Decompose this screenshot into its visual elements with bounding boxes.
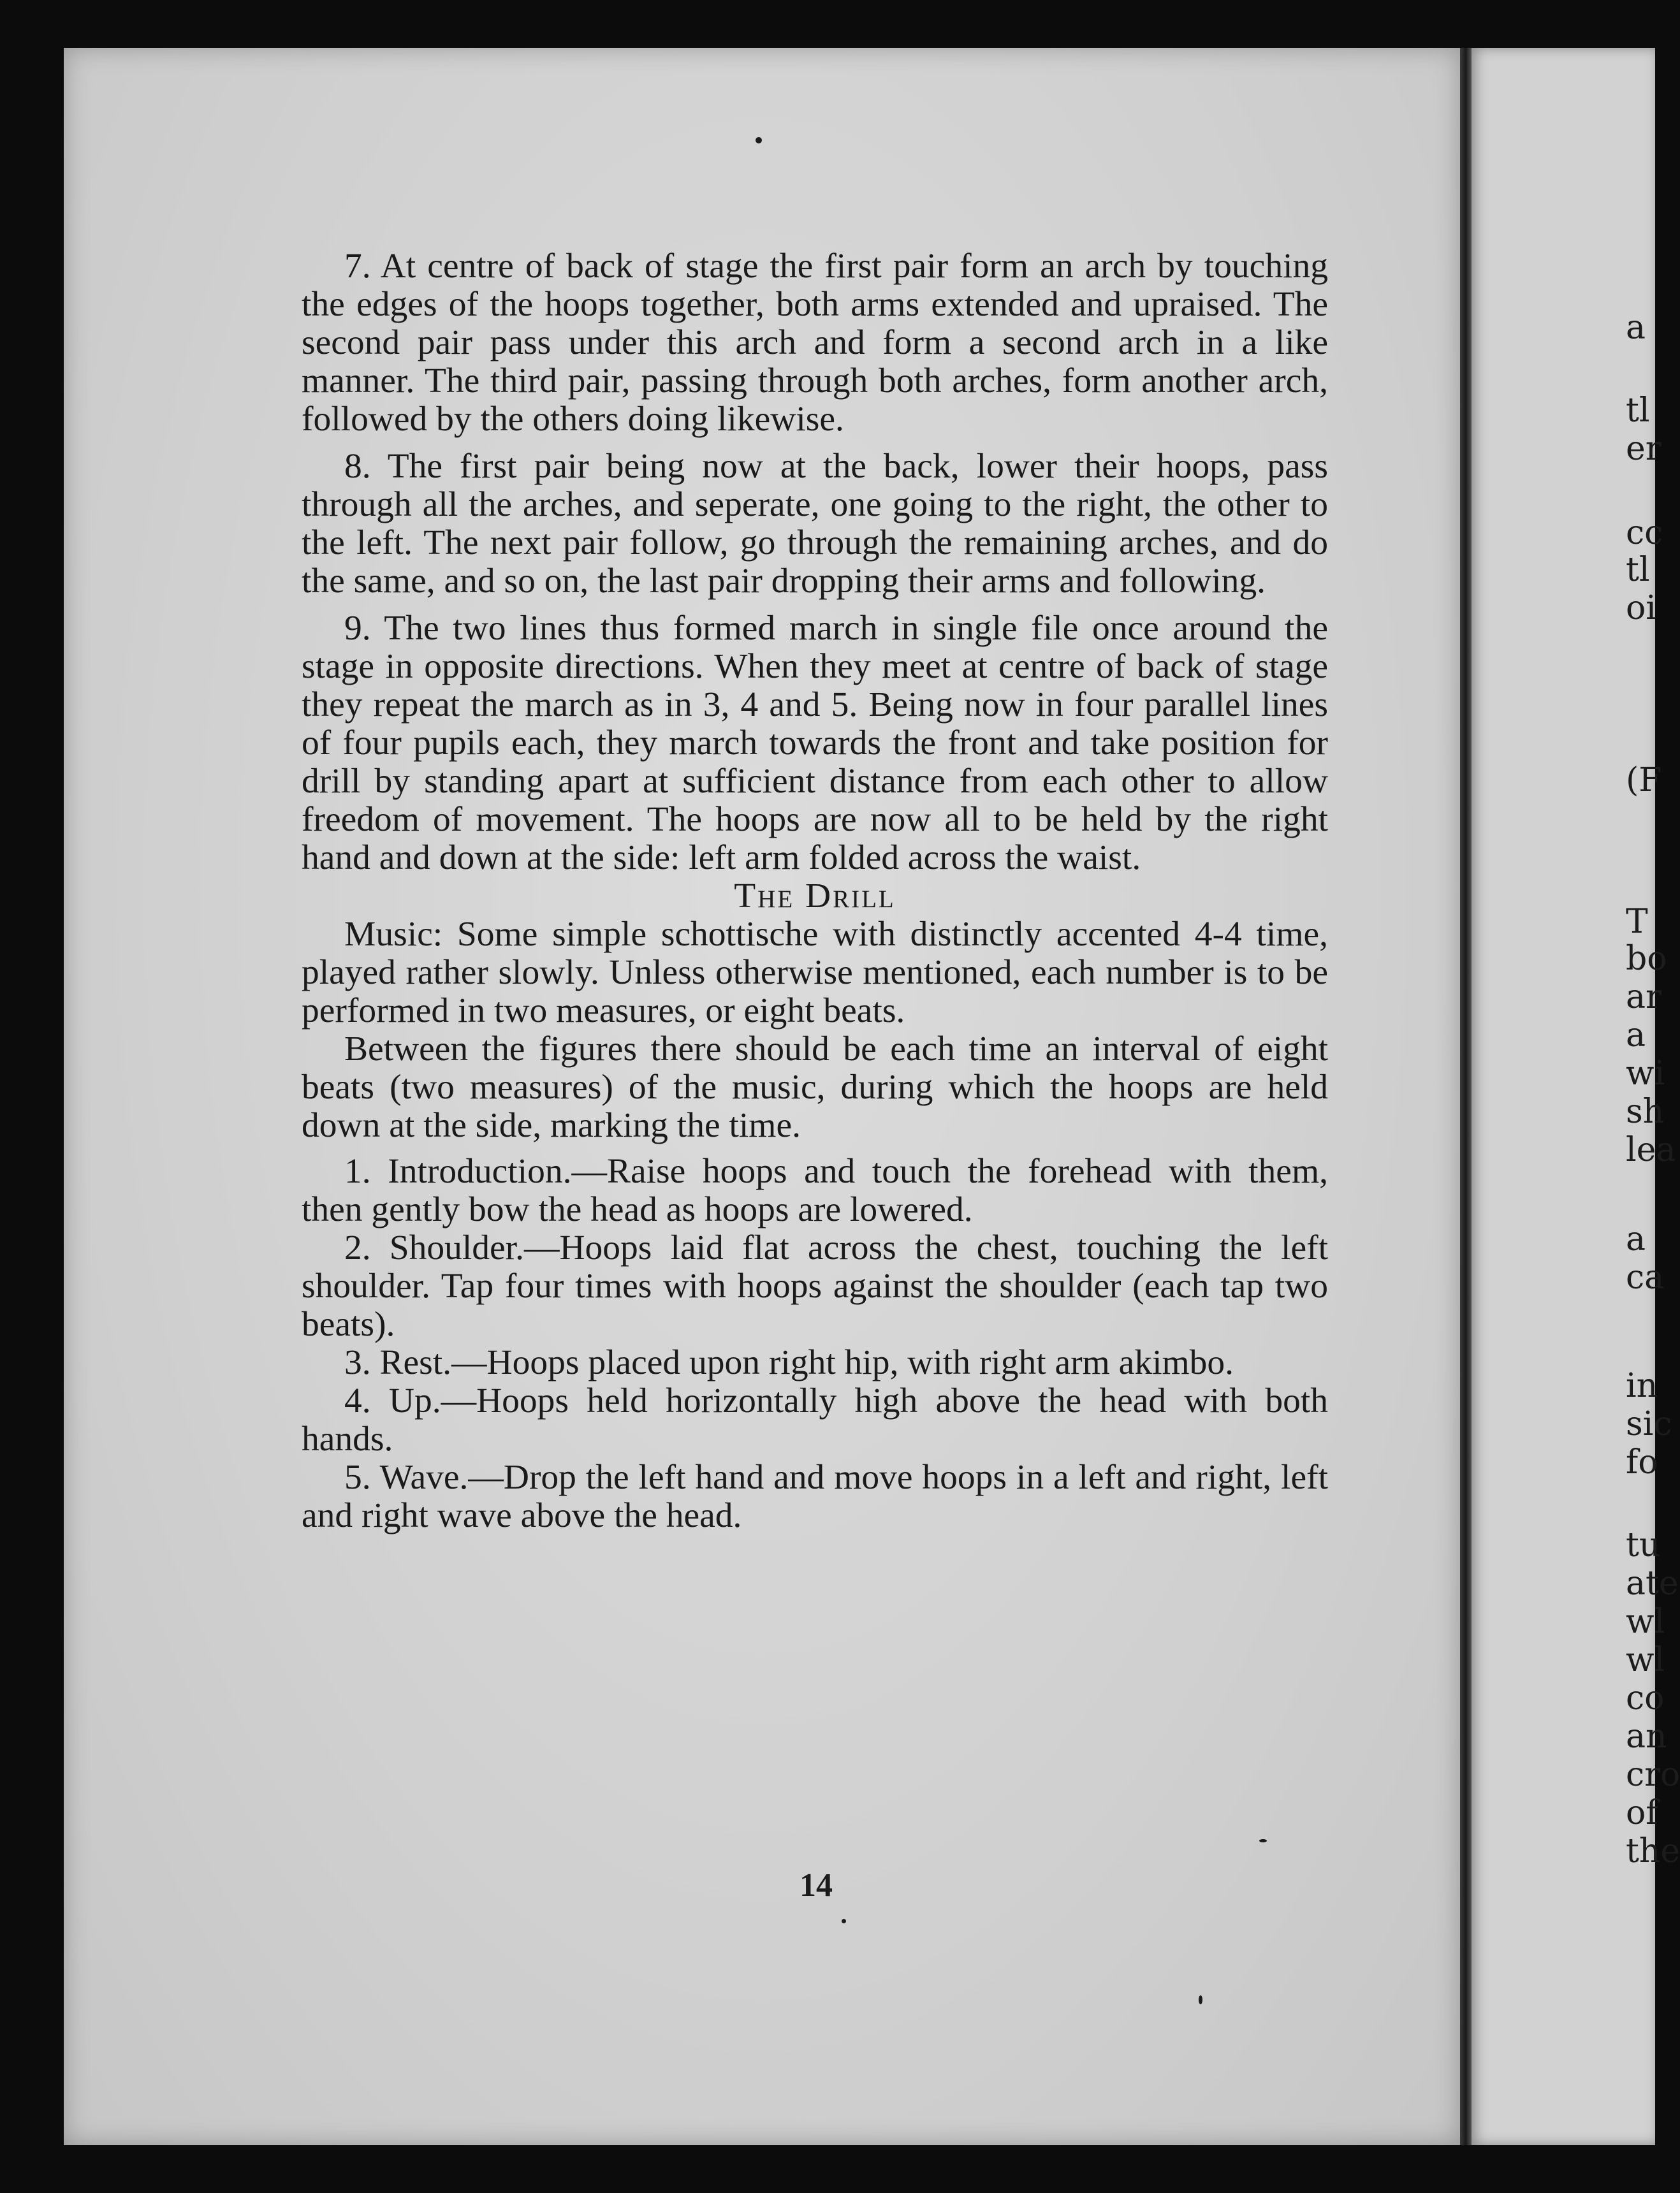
drill-item-rest: 3. Rest.—Hoops placed upon right hip, with right arm akimbo. [344, 1343, 1234, 1382]
page-gutter [1460, 48, 1472, 2145]
scan-speck [842, 1919, 846, 1923]
interval-paragraph: Between the figures there should be each time an interval of eight beats (two measures) of the music, during which the hoops are held down at the side, marking the time. [302, 1030, 1328, 1145]
next-page-fragment: cro [1626, 1756, 1680, 1794]
next-page-fragment: tl [1626, 391, 1650, 430]
next-page-fragment: T [1626, 903, 1648, 941]
next-page-fragment: ar [1626, 978, 1662, 1016]
next-page-fragment: ate [1626, 1564, 1679, 1603]
next-page-fragment: wl [1626, 1641, 1665, 1679]
drill-item-wave: 5. Wave.—Drop the left hand and move hoops in a left and right, left and right wave above the head. [302, 1458, 1328, 1535]
next-page-fragment: a [1626, 1220, 1646, 1258]
paragraph-9: 9. The two lines thus formed march in single file once around the stage in opposite directions. When they meet at centre of back of stage they repeat the march as in 3, 4 and 5. Being now in four parallel lines of four pupils each, they march towards the front and take position for drill by standing apart at sufficient distance from each other to allow freedom of movement. The hoops are now all to be held by the right hand and down at the side: left arm folded across the waist. [302, 609, 1328, 877]
next-page-fragment: tl [1626, 551, 1650, 589]
next-page-fragment: wi [1626, 1054, 1665, 1093]
next-page-fragment: a [1626, 309, 1646, 347]
next-page-fragment: ca [1626, 1258, 1665, 1297]
next-page-fragment: tu [1626, 1526, 1661, 1564]
next-page-fragment: cc [1626, 514, 1663, 552]
next-page-fragment: (F [1626, 761, 1662, 799]
next-page-fragment: the [1626, 1832, 1680, 1870]
scan-speck [1259, 1839, 1267, 1842]
next-page-fragment: lea [1626, 1131, 1676, 1169]
scan-speck [1199, 1995, 1202, 2004]
scan-speck [756, 137, 762, 143]
next-page-fragment: sh [1626, 1093, 1665, 1131]
drill-item-shoulder: 2. Shoulder.—Hoops laid flat across the chest, touching the left shoulder. Tap four times with hoops against the shoulder (each tap two beats). [302, 1228, 1328, 1344]
music-paragraph: Music: Some simple schottische with distinctly accented 4-4 time, played rather slowly. Unless otherwise mentioned, each number is to be performed in two measures, or eight beats. [302, 915, 1328, 1030]
next-page-fragment: er [1626, 430, 1662, 468]
next-page-fragment: co [1626, 1679, 1665, 1717]
next-page-fragment: an [1626, 1717, 1667, 1756]
page-body-text [302, 247, 1328, 1535]
page-number: 14 [800, 1867, 833, 1904]
paragraph-8: 8. The first pair being now at the back, lower their hoops, pass through all the arches, and seperate, one going to the right, the other to the left. The next pair follow, go through the remaining arches, and do the same, and so on, the last pair dropping their arms and following. [302, 447, 1328, 601]
drill-item-up: 4. Up.—Hoops held horizontally high above the head with both hands. [302, 1381, 1328, 1459]
drill-item-introduction: 1. Introduction.—Raise hoops and touch the forehead with them, then gently bow the head as hoops are lowered. [302, 1152, 1328, 1229]
next-page-fragment: in [1626, 1367, 1658, 1405]
next-page-fragment: sic [1626, 1405, 1672, 1443]
next-page-fragment: a [1626, 1016, 1646, 1054]
next-page-fragment: wl [1626, 1603, 1665, 1641]
paragraph-7: 7. At centre of back of stage the first pair form an arch by touching the edges of the hoops together, both arms extended and upraised. The second pair pass under this arch and form a second arch in a like manner. The third pair, passing through both arches, form another arch, followed by the others doing likewise. [302, 247, 1328, 439]
next-page-fragment: oi [1626, 589, 1656, 627]
next-page-fragment: of [1626, 1794, 1658, 1832]
section-heading: The Drill [734, 877, 896, 915]
next-page-fragment: bo [1626, 940, 1667, 978]
next-page-fragment: fo [1626, 1443, 1658, 1482]
